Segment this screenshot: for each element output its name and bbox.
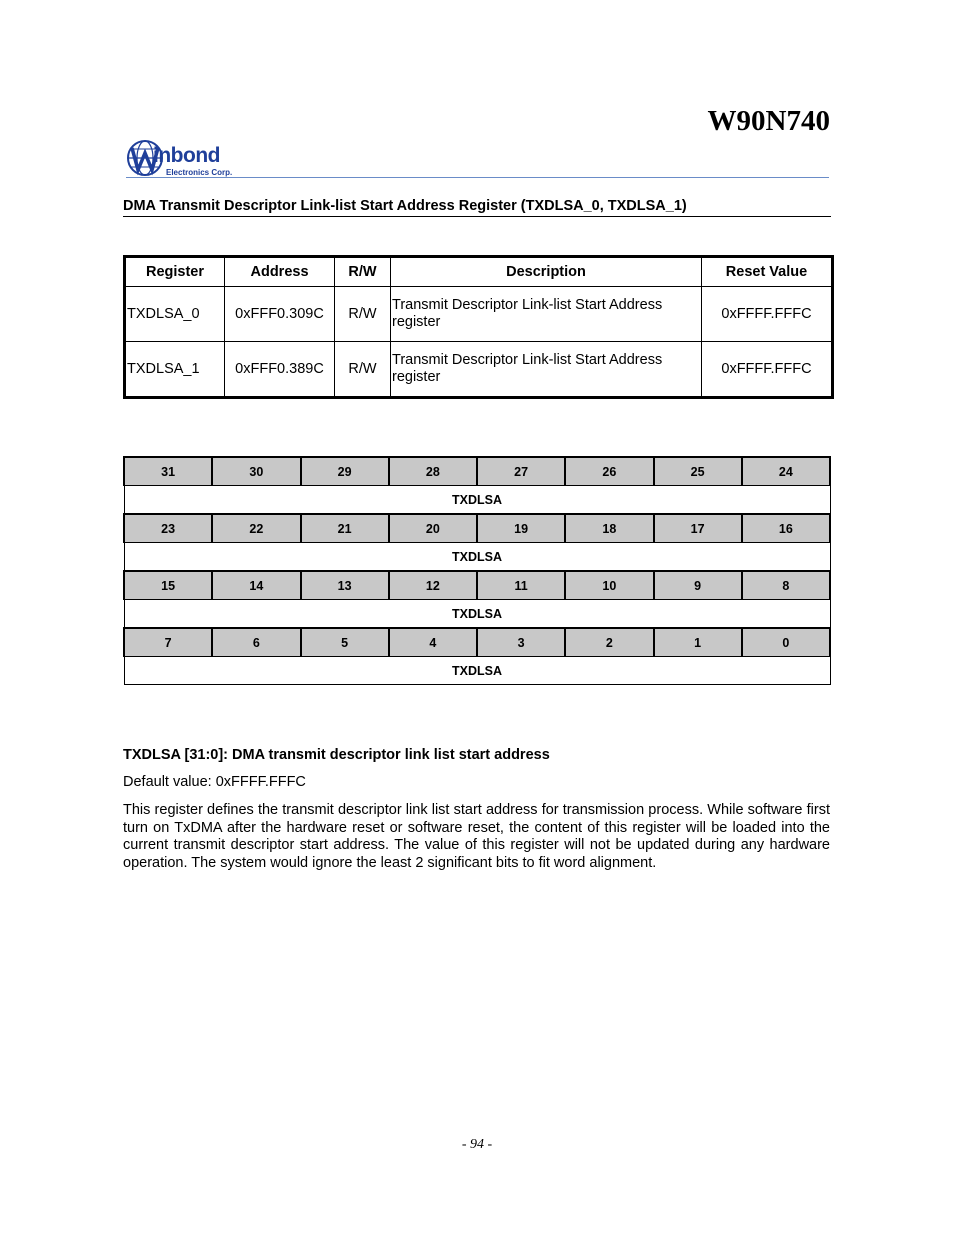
document-title: W90N740 (707, 105, 830, 137)
register-table (123, 255, 834, 399)
default-value: Default value: 0xFFFF.FFFC (123, 774, 306, 790)
bit-number-row (124, 514, 830, 543)
bit-number: 21 (301, 514, 389, 543)
table-row (125, 342, 833, 398)
bit-number: 9 (654, 571, 742, 600)
bit-number: 16 (742, 514, 830, 543)
bit-number: 24 (742, 457, 830, 486)
field-heading: TXDLSA [31:0]: DMA transmit descriptor link list start address (123, 747, 550, 763)
logo-wordmark: inbond (153, 144, 220, 167)
logo-subtitle: Electronics Corp. (166, 168, 233, 177)
winbond-logo (126, 139, 266, 179)
section-heading: DMA Transmit Descriptor Link-list Start Address Register (TXDLSA_0, TXDLSA_1) (123, 197, 831, 217)
bit-number: 23 (124, 514, 212, 543)
register-address: 0xFFF0.309C (225, 287, 335, 342)
bit-field-name: TXDLSA (124, 600, 830, 629)
bit-number: 2 (565, 628, 653, 657)
header-reset-value: Reset Value (702, 257, 833, 287)
bit-number: 8 (742, 571, 830, 600)
register-rw: R/W (335, 287, 391, 342)
page-number: - 94 - (461, 1137, 493, 1152)
bit-number: 18 (565, 514, 653, 543)
register-name: TXDLSA_1 (125, 342, 225, 398)
field-description-body: This register defines the transmit descriptor link list start address for transmission process. While software first turn on TxDMA after the hardware reset or software reset, the content of this register will be loaded into the current transmit descriptor start address. The value of this register will not be updated during any hardware operation. The system would ignore the least 2 significant bits to fit word alignment. (123, 802, 830, 871)
bit-number: 29 (301, 457, 389, 486)
bit-number: 17 (654, 514, 742, 543)
bit-number: 5 (301, 628, 389, 657)
bit-number: 4 (389, 628, 477, 657)
bit-number: 27 (477, 457, 565, 486)
bit-field-name: TXDLSA (124, 486, 830, 515)
bit-field-name: TXDLSA (124, 657, 830, 685)
bit-number-row (124, 457, 830, 486)
bit-number: 31 (124, 457, 212, 486)
bit-number: 19 (477, 514, 565, 543)
bit-number: 14 (212, 571, 300, 600)
bit-number: 3 (477, 628, 565, 657)
bit-number-row (124, 571, 830, 600)
bit-number: 13 (301, 571, 389, 600)
bit-field-row (124, 600, 830, 629)
bit-number: 1 (654, 628, 742, 657)
bit-number: 12 (389, 571, 477, 600)
register-rw: R/W (335, 342, 391, 398)
register-table-header (125, 257, 833, 287)
bit-number: 6 (212, 628, 300, 657)
bit-number: 7 (124, 628, 212, 657)
table-row (125, 287, 833, 342)
bit-number: 28 (389, 457, 477, 486)
register-reset-value: 0xFFFF.FFFC (702, 287, 833, 342)
register-description: Transmit Descriptor Link-list Start Address register (391, 287, 702, 342)
register-reset-value: 0xFFFF.FFFC (702, 342, 833, 398)
register-description: Transmit Descriptor Link-list Start Address register (391, 342, 702, 398)
bit-number: 11 (477, 571, 565, 600)
bit-number: 22 (212, 514, 300, 543)
bit-number-row (124, 628, 830, 657)
bit-field-row (124, 486, 830, 515)
bit-number: 10 (565, 571, 653, 600)
register-address: 0xFFF0.389C (225, 342, 335, 398)
register-name: TXDLSA_0 (125, 287, 225, 342)
bit-number: 20 (389, 514, 477, 543)
bit-number: 0 (742, 628, 830, 657)
header-rw: R/W (335, 257, 391, 287)
bit-number: 25 (654, 457, 742, 486)
header-divider (126, 177, 829, 178)
bit-field-name: TXDLSA (124, 543, 830, 572)
header-address: Address (225, 257, 335, 287)
bit-field-row (124, 657, 830, 685)
bit-field-table (123, 456, 831, 685)
bit-number: 30 (212, 457, 300, 486)
bit-number: 26 (565, 457, 653, 486)
header-register: Register (125, 257, 225, 287)
bit-field-row (124, 543, 830, 572)
bit-number: 15 (124, 571, 212, 600)
header-description: Description (391, 257, 702, 287)
